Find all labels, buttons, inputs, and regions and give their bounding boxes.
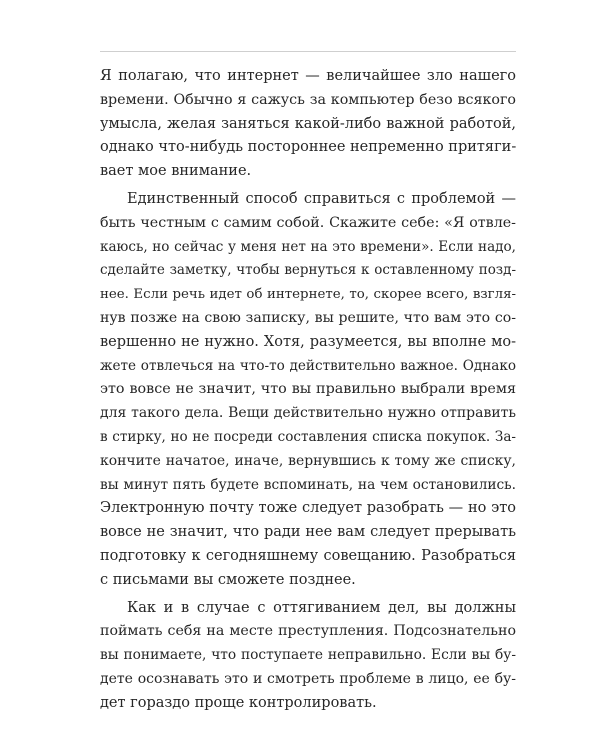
text-line: жете отвлечься на что-то действительно важное. Однако <box>100 357 516 374</box>
text-line: Я полагаю, что интернет — величайшее зло нашего <box>100 68 516 84</box>
text-line: вершенно не нужно. Хотя, разумеется, вы вполне мо- <box>100 333 516 350</box>
text-line: для такого дела. Вещи действительно нужно отправить <box>100 405 516 422</box>
text-line: быть честным с самим собой. Скажите себе: «Я отвле- <box>100 214 516 231</box>
text-line: Электронную почту тоже следует разобрать — но это <box>100 500 516 517</box>
text-line: нув позже на свою записку, вы решите, что вам это со- <box>100 309 516 326</box>
text-line: сделайте заметку, чтобы вернуться к оставленному позд- <box>100 262 516 279</box>
text-line: дете осознавать это и смотреть проблеме в лицо, ее бу- <box>100 670 516 687</box>
text-line: нее. Если речь идет об интернете, то, скорее всего, взгля- <box>100 287 516 303</box>
body-text <box>100 65 516 720</box>
text-line: это вовсе не значит, что вы правильно выбрали время <box>100 381 516 398</box>
text-line: вает мое внимание. <box>100 163 252 180</box>
text-line: Единственный способ справиться с проблемой — <box>127 190 516 207</box>
text-line: Как и в случае с оттягиванием дел, вы должны <box>127 599 516 616</box>
text-line: вы минут пять будете вспоминать, на чем остановились. <box>100 476 516 493</box>
text-line: вы понимаете, что поступаете неправильно. Если вы бу- <box>100 647 516 664</box>
text-line: однако что-нибудь постороннее непременно притяги- <box>100 139 517 156</box>
text-line: поймать себя на месте преступления. Подсознательно <box>100 623 516 640</box>
paragraph-1 <box>100 65 516 184</box>
text-line: подготовку к сегодняшнему совещанию. Разобраться <box>100 547 516 564</box>
paragraph-2 <box>100 188 516 593</box>
text-line: кончите начатое, иначе, вернувшись к тому же списку, <box>100 452 516 469</box>
text-line: умысла, желая заняться какой-либо важной работой, <box>100 115 516 132</box>
paragraph-3 <box>100 597 516 716</box>
text-line: в стирку, но не посреди составления списка покупок. За- <box>100 428 516 445</box>
text-line: дет гораздо проще контролировать. <box>100 694 377 711</box>
text-line: с письмами вы сможете позднее. <box>100 571 356 588</box>
text-line: вовсе не значит, что ради нее вам следует прерывать <box>100 524 516 541</box>
text-line: времени. Обычно я сажусь за компьютер безо всякого <box>100 91 516 108</box>
text-line: каюсь, но сейчас у меня нет на это времени». Если надо, <box>100 238 516 255</box>
header-rule <box>100 51 516 52</box>
